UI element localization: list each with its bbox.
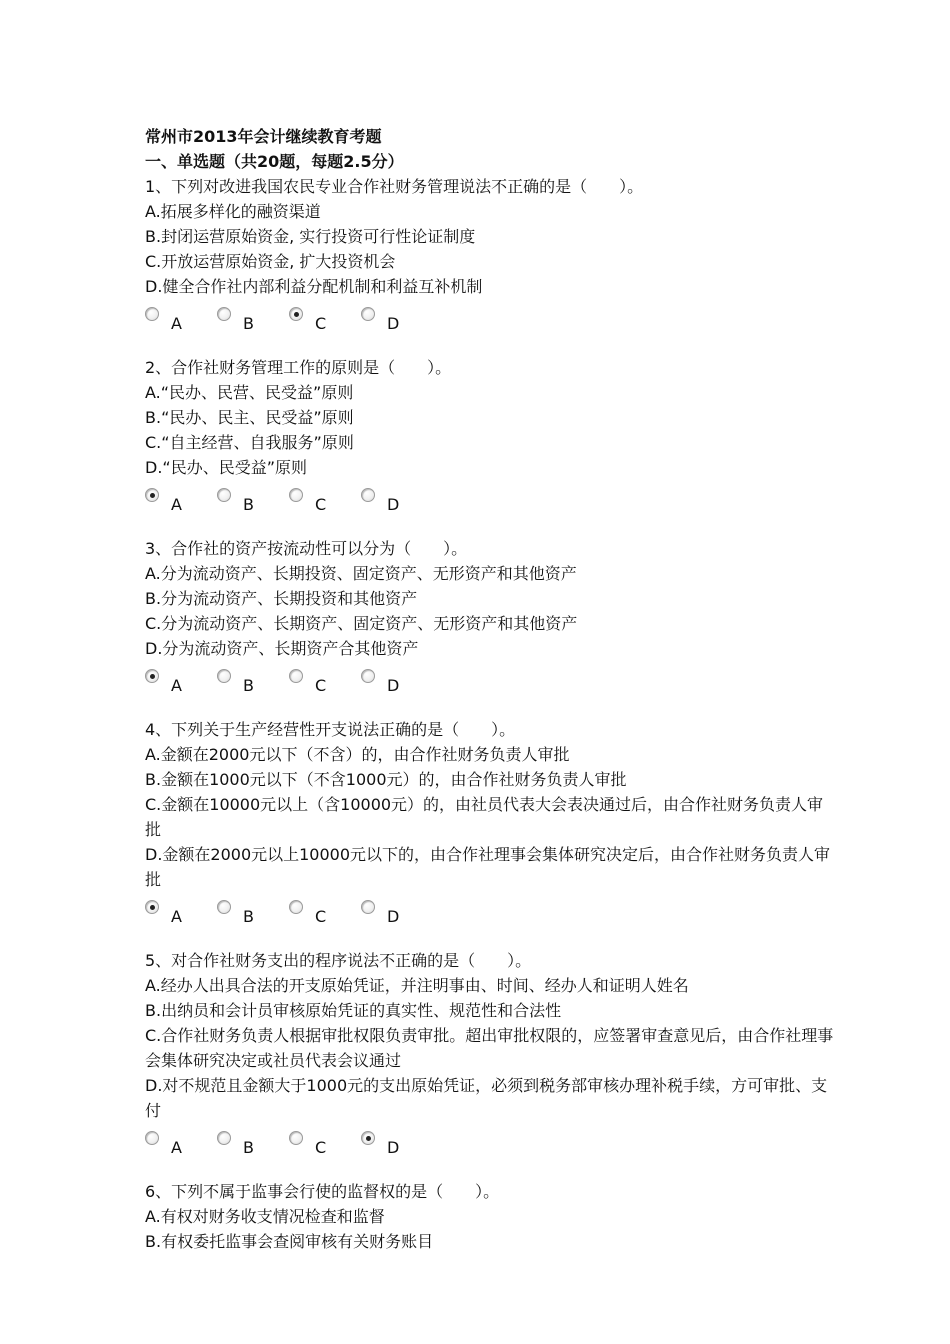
answer-radio-group — [145, 480, 835, 512]
radio-button[interactable] — [217, 900, 231, 914]
choice-label: D — [387, 907, 400, 926]
option-text: A.经办人出具合法的开支原始凭证，并注明事由、时间、经办人和证明人姓名 — [145, 976, 689, 995]
question-stem: 1、下列对改进我国农民专业合作社财务管理说法不正确的是（ ）。 — [145, 177, 644, 196]
option-text: D.对不规范且金额大于1000元的支出原始凭证，必须到税务部审核办理补税手续，方可审批、支付 — [145, 1076, 828, 1120]
answer-choice-a[interactable] — [145, 669, 217, 693]
choice-label: A — [171, 1138, 182, 1157]
choice-label: A — [171, 495, 182, 514]
answer-choice-d[interactable] — [361, 488, 433, 512]
choice-label: D — [387, 495, 400, 514]
document-title: 常州市2013年会计继续教育考题 — [145, 127, 382, 146]
answer-choice-d[interactable] — [361, 1131, 433, 1155]
section-heading: 一、单选题（共20题，每题2.5分） — [145, 152, 404, 171]
option-text: A.“民办、民营、民受益”原则 — [145, 383, 354, 402]
choice-label: C — [315, 676, 327, 695]
radio-button[interactable] — [361, 307, 375, 321]
option-text: A.拓展多样化的融资渠道 — [145, 202, 321, 221]
choice-label: A — [171, 314, 182, 333]
radio-button[interactable] — [361, 1131, 375, 1145]
answer-choice-b[interactable] — [217, 307, 289, 331]
choice-label: D — [387, 1138, 400, 1157]
option-text: C.“自主经营、自我服务”原则 — [145, 433, 354, 452]
choice-label: B — [243, 907, 254, 926]
answer-choice-d[interactable] — [361, 669, 433, 693]
question-spacer — [145, 924, 835, 948]
question-spacer — [145, 693, 835, 717]
answer-choice-a[interactable] — [145, 488, 217, 512]
option-text: C.金额在10000元以上（含10000元）的，由社员代表大会表决通过后，由合作社财务负责人审批 — [145, 795, 824, 839]
option-text: D.“民办、民受益”原则 — [145, 458, 307, 477]
answer-choice-b[interactable] — [217, 488, 289, 512]
option-text: D.健全合作社内部利益分配机制和利益互补机制 — [145, 277, 483, 296]
radio-button[interactable] — [217, 307, 231, 321]
question-stem: 5、对合作社财务支出的程序说法不正确的是（ ）。 — [145, 951, 532, 970]
question-block — [145, 948, 835, 1179]
radio-button[interactable] — [289, 900, 303, 914]
answer-choice-a[interactable] — [145, 307, 217, 331]
question-stem: 6、下列不属于监事会行使的监督权的是（ ）。 — [145, 1182, 500, 1201]
radio-button[interactable] — [361, 900, 375, 914]
choice-label: B — [243, 1138, 254, 1157]
document-page — [145, 124, 835, 1254]
answer-choice-b[interactable] — [217, 1131, 289, 1155]
answer-radio-group — [145, 892, 835, 924]
question-stem: 4、下列关于生产经营性开支说法正确的是（ ）。 — [145, 720, 516, 739]
choice-label: C — [315, 495, 327, 514]
choice-label: A — [171, 907, 182, 926]
option-text: A.分为流动资产、长期投资、固定资产、无形资产和其他资产 — [145, 564, 577, 583]
radio-button[interactable] — [217, 488, 231, 502]
answer-choice-a[interactable] — [145, 900, 217, 924]
option-text: B.“民办、民主、民受益”原则 — [145, 408, 354, 427]
question-block — [145, 1179, 835, 1254]
choice-label: B — [243, 314, 254, 333]
choice-label: A — [171, 676, 182, 695]
radio-button[interactable] — [145, 669, 159, 683]
answer-choice-a[interactable] — [145, 1131, 217, 1155]
choice-label: B — [243, 676, 254, 695]
option-text: C.合作社财务负责人根据审批权限负责审批。超出审批权限的，应签署审查意见后，由合作社理事会集体研究决定或社员代表会议通过 — [145, 1026, 834, 1070]
question-stem: 3、合作社的资产按流动性可以分为（ ）。 — [145, 539, 468, 558]
radio-button[interactable] — [289, 488, 303, 502]
option-text: C.分为流动资产、长期资产、固定资产、无形资产和其他资产 — [145, 614, 578, 633]
option-text: C.开放运营原始资金, 扩大投资机会 — [145, 252, 396, 271]
answer-choice-b[interactable] — [217, 669, 289, 693]
answer-choice-b[interactable] — [217, 900, 289, 924]
radio-button[interactable] — [361, 488, 375, 502]
radio-button[interactable] — [145, 1131, 159, 1145]
answer-choice-d[interactable] — [361, 900, 433, 924]
answer-choice-c[interactable] — [289, 1131, 361, 1155]
radio-button[interactable] — [289, 307, 303, 321]
answer-choice-c[interactable] — [289, 669, 361, 693]
answer-choice-c[interactable] — [289, 900, 361, 924]
choice-label: C — [315, 314, 327, 333]
radio-button[interactable] — [145, 307, 159, 321]
question-spacer — [145, 512, 835, 536]
option-text: B.金额在1000元以下（不含1000元）的，由合作社财务负责人审批 — [145, 770, 627, 789]
radio-button[interactable] — [145, 900, 159, 914]
radio-button[interactable] — [289, 669, 303, 683]
answer-choice-c[interactable] — [289, 488, 361, 512]
radio-button[interactable] — [361, 669, 375, 683]
radio-button[interactable] — [217, 1131, 231, 1145]
question-spacer — [145, 1155, 835, 1179]
answer-radio-group — [145, 299, 835, 331]
option-text: B.分为流动资产、长期投资和其他资产 — [145, 589, 418, 608]
option-text: B.封闭运营原始资金, 实行投资可行性论证制度 — [145, 227, 476, 246]
option-text: A.金额在2000元以下（不含）的，由合作社财务负责人审批 — [145, 745, 570, 764]
question-list — [145, 174, 835, 1254]
question-spacer — [145, 331, 835, 355]
answer-choice-c[interactable] — [289, 307, 361, 331]
option-text: D.分为流动资产、长期资产合其他资产 — [145, 639, 419, 658]
option-text: D.金额在2000元以上10000元以下的，由合作社理事会集体研究决定后，由合作社财务负责人审批 — [145, 845, 831, 889]
radio-button[interactable] — [145, 488, 159, 502]
option-text: A.有权对财务收支情况检查和监督 — [145, 1207, 385, 1226]
answer-choice-d[interactable] — [361, 307, 433, 331]
question-block — [145, 355, 835, 536]
choice-label: C — [315, 1138, 327, 1157]
choice-label: B — [243, 495, 254, 514]
option-text: B.出纳员和会计员审核原始凭证的真实性、规范性和合法性 — [145, 1001, 562, 1020]
answer-radio-group — [145, 1123, 835, 1155]
question-block — [145, 174, 835, 355]
radio-button[interactable] — [289, 1131, 303, 1145]
choice-label: D — [387, 314, 400, 333]
answer-radio-group — [145, 661, 835, 693]
choice-label: C — [315, 907, 327, 926]
option-text: B.有权委托监事会查阅审核有关财务账目 — [145, 1232, 434, 1251]
question-block — [145, 717, 835, 948]
radio-button[interactable] — [217, 669, 231, 683]
question-block — [145, 536, 835, 717]
choice-label: D — [387, 676, 400, 695]
question-stem: 2、合作社财务管理工作的原则是（ ）。 — [145, 358, 452, 377]
